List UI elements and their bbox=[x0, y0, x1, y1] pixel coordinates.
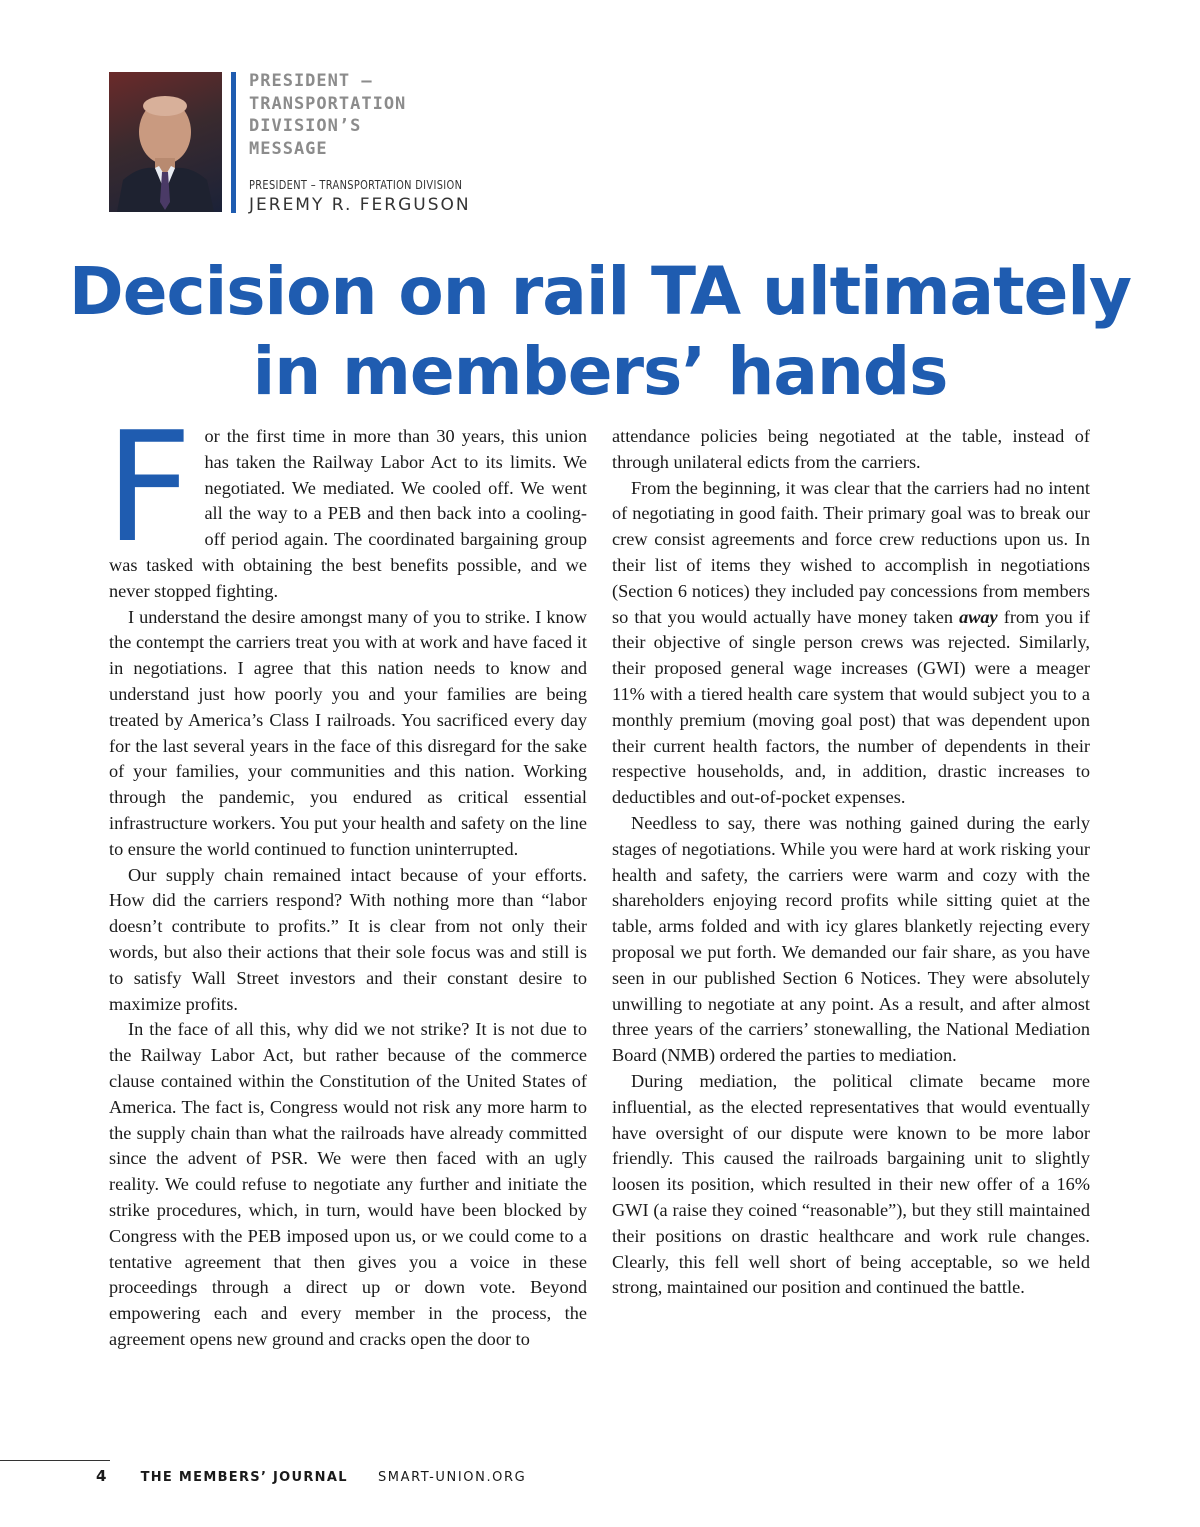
article-paragraph: Needless to say, there was nothing gained during the early stages of negotiations. While you were hard at work risking your health and safety, the carriers were warm and cozy with the shareholders enjoying record profits while sitting quiet at the table, arms folded and with icy glares blanketly rejecting every proposal we put forth. We demanded our fair share, as you have seen in our published Section 6 Notices. They were absolutely unwilling to negotiate at any point. As a result, and after almost three years of the carriers’ stonewalling, the National Mediation Board (NMB) ordered the parties to mediation. bbox=[612, 812, 1090, 1066]
kicker-line: DIVISION’S bbox=[249, 116, 362, 136]
emphasis-text: away bbox=[959, 606, 998, 627]
article-paragraph: I understand the desire amongst many of you to strike. I know the contempt the carriers treat you with at work and have faced it in negotiations. I agree that this nation needs to know and understand just how poorly you and your families are being treated by America’s Class I railroads. You sacrificed every day for the last several years in the face of this disregard for the sake of your families, your communities and this nation. Working through the pandemic, you endured as critical essential infrastructure workers. You put your health and safety on the line to ensure the world continued to function uninterrupted. bbox=[109, 606, 587, 859]
portrait-illustration bbox=[109, 72, 222, 212]
headline-line-1: Decision on rail TA ultimately bbox=[68, 253, 1132, 330]
author-photo bbox=[109, 72, 222, 212]
article-paragraph: Our supply chain remained intact because of your efforts. How did the carriers respond? With nothing more than “labor doesn’t contribute to profits.” It is clear from not only their words, but also their actions that their sole focus was and still is to satisfy Wall Street investors and their constant desire to maximize profits. bbox=[109, 864, 587, 1014]
header-accent-bar bbox=[231, 72, 236, 213]
article-paragraph bbox=[612, 476, 1090, 811]
paragraph-text: From the beginning, it was clear that the carriers had no intent of negotiating in good faith. Their primary goal was to break our crew consist agreements and force crew reductions upon us. In their list of items they wished to accomplish in negotiations (Section 6 notices) they included pay concessions from members so that you would actually have money taken bbox=[612, 477, 1090, 627]
byline-role: PRESIDENT – TRANSPORTATION DIVISION bbox=[249, 178, 463, 192]
kicker-line: PRESIDENT – bbox=[249, 71, 373, 91]
article-paragraph bbox=[105, 399, 587, 605]
section-kicker bbox=[249, 70, 509, 160]
publication-name: THE MEMBERS’ JOURNAL bbox=[140, 1470, 348, 1485]
article-column-right bbox=[612, 424, 1090, 1301]
byline-name: JEREMY R. FERGUSON bbox=[249, 195, 471, 215]
page-number: 4 bbox=[96, 1467, 107, 1485]
page-footer bbox=[96, 1467, 526, 1485]
drop-cap: F bbox=[105, 399, 193, 576]
paragraph-text: or the first time in more than 30 years, this union has taken the Railway Labor Act to its limits. We negotiated. We mediated. We cooled off. We went all the way to a PEB and then back into a cooling-off period again. The coordinated bargaining group was tasked with obtaining the best benefits possible, and we never stopped fighting. bbox=[109, 426, 587, 601]
kicker-line: MESSAGE bbox=[249, 138, 328, 159]
headline-line-2: in members’ hands bbox=[252, 333, 948, 410]
article-paragraph: During mediation, the political climate became more influential, as the elected representatives that would eventually have oversight of our dispute were known to be more labor friendly. This caused the railroads bargaining unit to slightly loosen its position, which resulted in their new offer of a 16% GWI (a raise they coined “reasonable”), but they still maintained their positions on drastic healthcare and work rule changes. Clearly, this fell well short of being acceptable, so we held strong, maintained our position and continued the battle. bbox=[612, 1070, 1090, 1298]
website-link[interactable]: SMART-UNION.ORG bbox=[377, 1470, 527, 1485]
article-paragraph: attendance policies being negotiated at the table, instead of through unilateral edicts from the carriers. bbox=[612, 426, 1090, 472]
paragraph-text: from you if their objective of single person crews was rejected. Similarly, their proposed general wage increases (GWI) were a meager 11% with a tiered health care system that would subject you to a monthly premium (moving goal post) that was dependent upon their current health factors, the number of dependents in their respective households, and, in addition, drastic increases to deductibles and out-of-pocket expenses. bbox=[612, 606, 1090, 808]
kicker-line: TRANSPORTATION bbox=[249, 93, 407, 114]
footer-rule bbox=[0, 1460, 110, 1461]
article-paragraph: In the face of all this, why did we not strike? It is not due to the Railway Labor Act, but rather because of the commerce clause contained within the Constitution of the United States of America. The fact is, Congress would not risk any more harm to the supply chain than what the railroads have already committed since the advent of PSR. We were then faced with an ugly reality. We could refuse to negotiate any further and initiate the strike procedures, which, in turn, would have been blocked by Congress with the PEB imposed upon us, or we could come to a tentative agreement that then gives you a voice in these proceedings through a direct up or down vote. Beyond empowering each and every member in the process, the agreement opens new ground and cracks open the door to bbox=[109, 1019, 587, 1349]
article-column-left bbox=[105, 399, 587, 1353]
